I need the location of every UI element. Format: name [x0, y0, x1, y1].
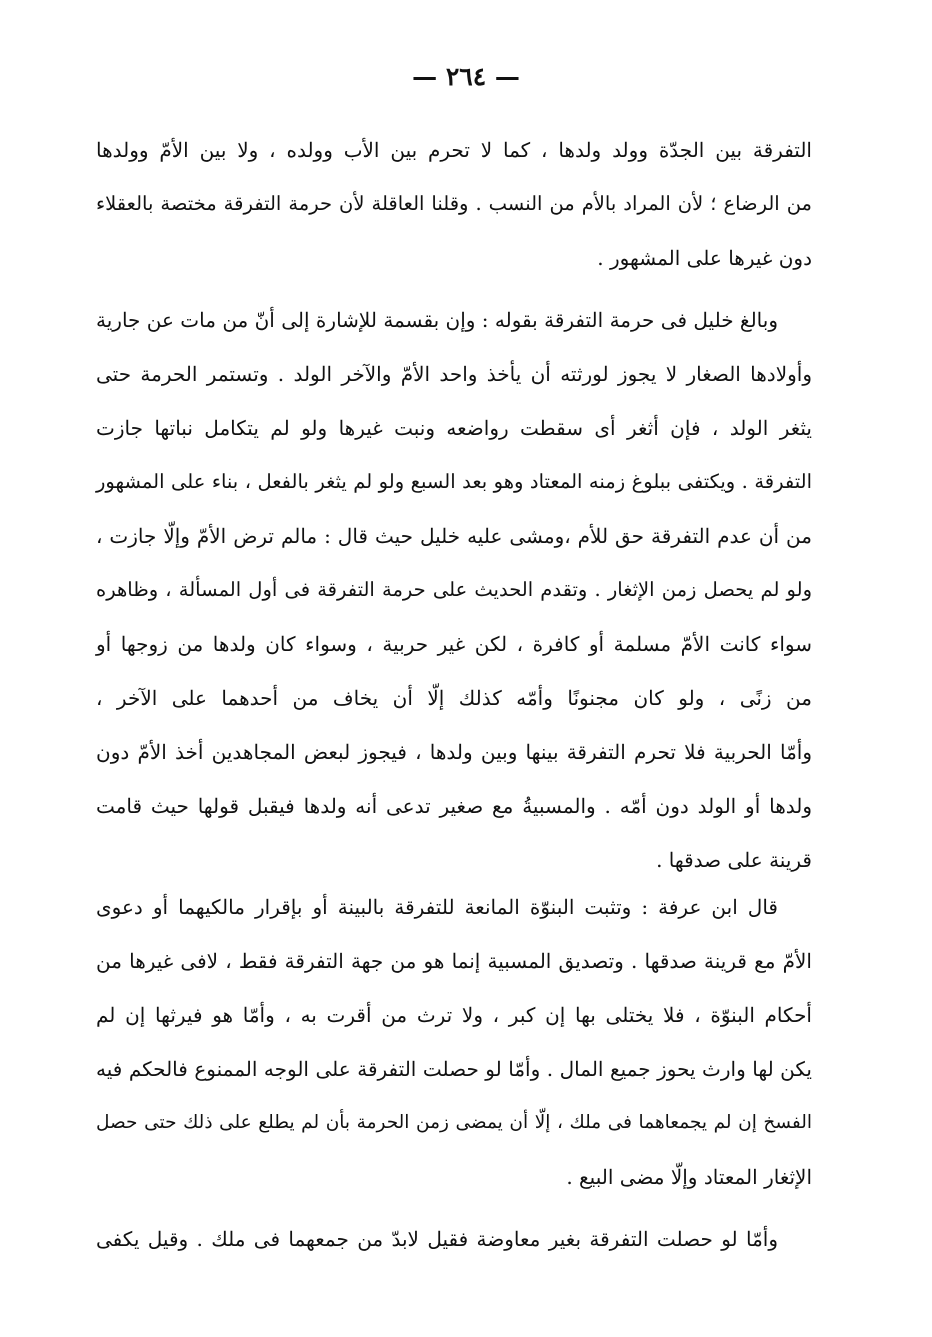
paragraph-2: [96, 293, 812, 887]
text-line: وأمّا لو حصلت التفرقة بغير معاوضة فقيل لابدّ من جمعهما فى ملك . وقيل يكفى: [96, 1227, 778, 1251]
paragraph-3: [96, 880, 812, 1204]
page-number: — ٢٦٤ —: [412, 62, 520, 91]
text-line: قرينة على صدقها .: [656, 848, 812, 872]
text-line: الفسخ إن لم يجمعاهما فى ملك ، إلّا أن يمضى زمن الحرمة بأن لم يطلع على ذلك حتى حصل: [96, 1112, 812, 1133]
paragraph-4: [96, 1212, 812, 1266]
text-line: يكن لها وارث يحوز جميع المال . وأمّا لو حصلت التفرقة على الوجه الممنوع فالحكم فيه: [96, 1057, 812, 1081]
text-line: ولدها أو الولد دون أمّه . والمسبيةُ مع صغير تدعى أنه ولدها فيقبل قولها حيث قامت: [96, 794, 812, 818]
text-line: دون غيرها على المشهور .: [597, 246, 812, 270]
text-line: ولو لم يحصل زمن الإثغار . وتقدم الحديث على حرمة التفرقة فى أول المسألة ، وظاهره: [96, 578, 812, 601]
paragraph-1: [96, 123, 812, 285]
text-line: من زنًى ، ولو كان مجنونًا وأمّه كذلك إلّا أن يخاف من أحدهما على الآخر ،: [96, 686, 812, 710]
text-line: الإثغار المعتاد وإلّا مضى البيع .: [566, 1165, 812, 1189]
text-line: أحكام البنوّة ، فلا يختلى بها إن كبر ، ولا ترث من أقرت به ، وأمّا هو فيرثها إن لم: [96, 1003, 812, 1027]
text-line: سواء كانت الأمّ مسلمة أو كافرة ، لكن غير حربية ، وسواء كان ولدها من زوجها أو: [96, 632, 812, 656]
text-line: من الرضاع ؛ لأن المراد بالأم من النسب . وقلنا العاقلة لأن حرمة التفرقة مختصة بالعقلاء: [96, 192, 812, 215]
text-line: التفرقة بين الجدّة وولد ولدها ، كما لا تحرم بين الأب وولده ، ولا بين الأمّ وولدها: [96, 138, 812, 162]
text-line: وأولادها الصغار لا يجوز لورثته أن يأخذ واحد الأمّ والآخر الولد . وتستمر الحرمة حتى: [96, 362, 812, 386]
text-line: وأمّا الحربية فلا تحرم التفرقة بينها وبين ولدها ، فيجوز لبعض المجاهدين أخذ الأمّ دون: [96, 740, 812, 764]
text-line: من أن عدم التفرقة حق للأم ،ومشى عليه خليل حيث قال : مالم ترض الأمّ وإلّا جازت ،: [96, 524, 812, 548]
text-line: وبالغ خليل فى حرمة التفرقة بقوله : وإن بقسمة للإشارة إلى أنّ من مات عن جارية: [96, 308, 778, 332]
text-line: الأمّ مع قرينة صدقها . وتصديق المسبية إنما هو من جهة التفرقة فقط ، لافى غيرها من: [96, 949, 812, 973]
text-line: قال ابن عرفة : وتثبت البنوّة المانعة للتفرقة بالبينة أو بإقرار مالكيهما أو دعوى: [96, 895, 778, 919]
text-line: يثغر الولد ، فإن أثغر أى سقطت رواضعه ونبت غيرها ولو لم يتكامل نباتها جازت: [96, 416, 812, 440]
text-line: التفرقة . ويكتفى ببلوغ زمنه المعتاد وهو بعد السبع ولو لم يثغر بالفعل ، بناء على المشهور: [96, 470, 812, 493]
